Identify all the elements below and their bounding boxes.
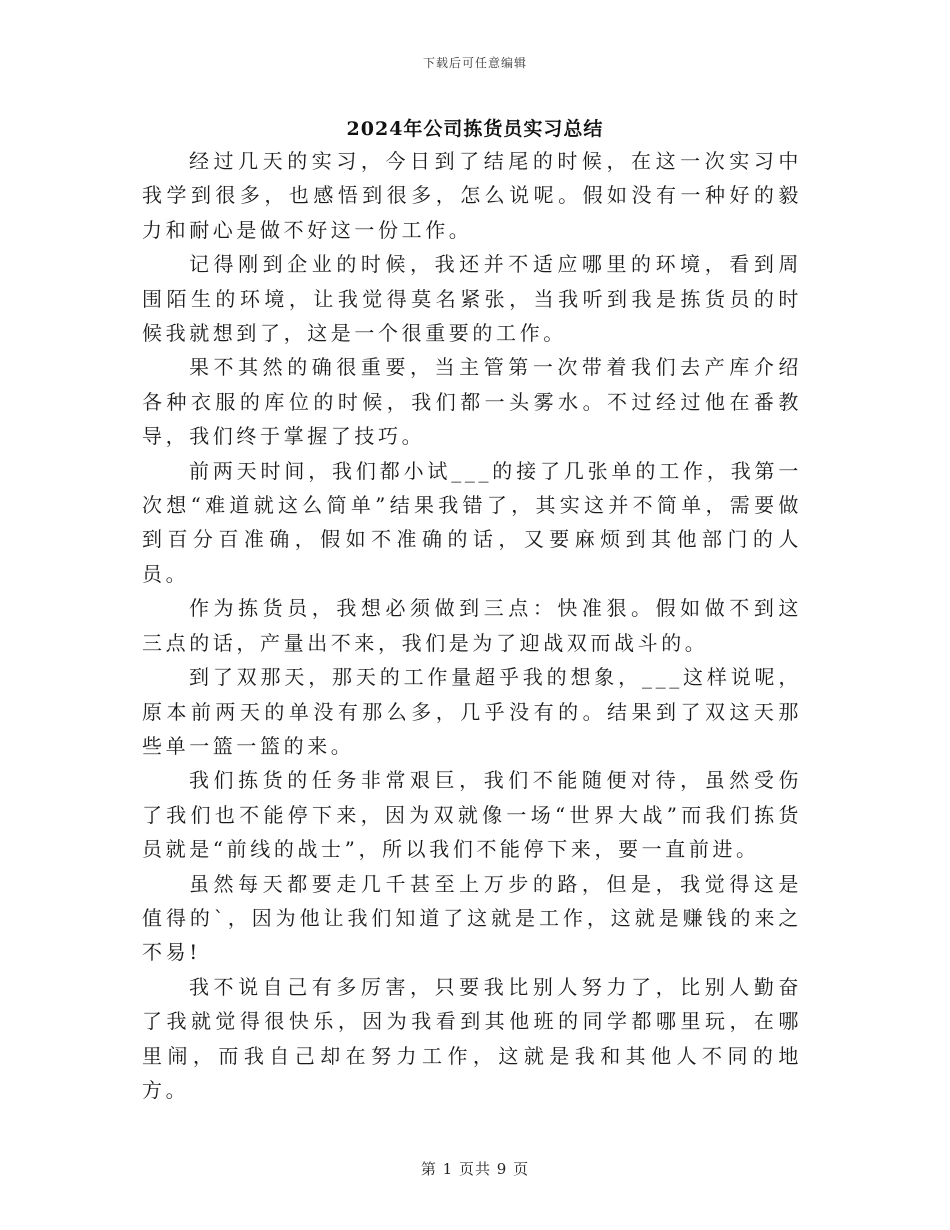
paragraph: 作为拣货员，我想必须做到三点：快准狠。假如做不到这三点的话，产量出不来，我们是为了迎战双而战斗的。: [142, 596, 802, 655]
paragraph: 前两天时间，我们都小试___的接了几张单的工作，我第一次想“难道就这么简单”结果我错了，其实这并不简单，需要做到百分百准确，假如不准确的话，又要麻烦到其他部门的人员。: [142, 458, 802, 586]
paragraph: 我不说自己有多厉害，只要我比别人努力了，比别人勤奋了我就觉得很快乐，因为我看到其他班的同学都哪里玩，在哪里闹，而我自己却在努力工作，这就是我和其他人不同的地方。: [142, 974, 802, 1102]
page-number-footer: 第 1 页共 9 页: [420, 1160, 530, 1178]
paragraph: 我们拣货的任务非常艰巨，我们不能随便对待，虽然受伤了我们也不能停下来，因为双就像一场“世界大战”而我们拣货员就是“前线的战士”，所以我们不能停下来，要一直前进。: [142, 768, 802, 862]
paragraph: 果不其然的确很重要，当主管第一次带着我们去产库介绍各种衣服的库位的时候，我们都一头雾水。不过经过他在番教导，我们终于掌握了技巧。: [142, 355, 802, 449]
document-body: [142, 144, 802, 1107]
paragraph: 经过几天的实习，今日到了结尾的时候，在这一次实习中我学到很多，也感悟到很多，怎么说呢。假如没有一种好的毅力和耐心是做不好这一份工作。: [142, 149, 802, 242]
paragraph: 到了双那天，那天的工作量超乎我的想象，___这样说呢，原本前两天的单没有那么多，几乎没有的。结果到了双这天那些单一篮一篮的来。: [142, 665, 802, 758]
paragraph: 记得刚到企业的时候，我还并不适应哪里的环境，看到周围陌生的环境，让我觉得莫名紧张，当我听到我是拣货员的时候我就想到了，这是一个很重要的工作。: [142, 252, 802, 346]
document-title: 2024年公司拣货员实习总结: [346, 118, 604, 140]
header-note: 下载后可任意编辑: [422, 56, 527, 70]
paragraph: 虽然每天都要走几千甚至上万步的路，但是，我觉得这是值得的`，因为他让我们知道了这就是工作，这就是赚钱的来之不易!: [142, 871, 802, 965]
